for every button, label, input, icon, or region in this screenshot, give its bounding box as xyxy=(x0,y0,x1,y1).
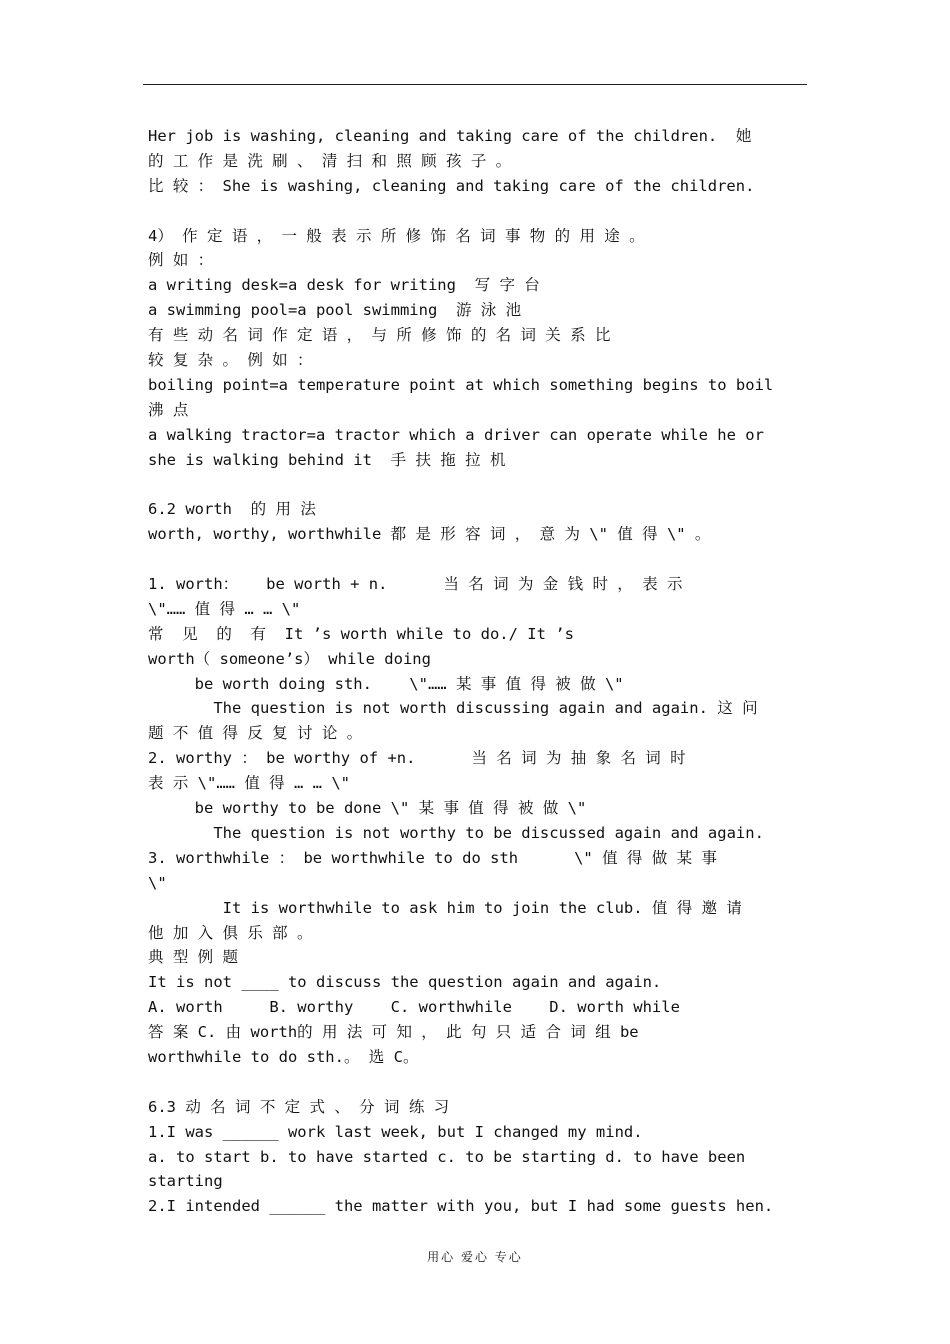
text-line: 3. worthwhile ： be worthwhile to do sth \" 值 得 做 某 事 xyxy=(148,848,717,867)
text-line: Her job is washing, cleaning and taking care of the children. 她 xyxy=(148,127,752,145)
text-line: It is worthwhile to ask him to join the club. 值 得 邀 请 xyxy=(148,898,742,917)
text-line: \"…… 值 得 … … \" xyxy=(148,599,301,618)
blank-line xyxy=(148,1070,818,1095)
text-line: a writing desk=a desk for writing 写 字 台 xyxy=(148,276,540,295)
text-line: 表 示 \"…… 值 得 … … \" xyxy=(148,774,350,793)
text-line: The question is not worthy to be discussed again and again. xyxy=(148,823,764,842)
text-line: A. worth B. worthy C. worthwhile D. worth while xyxy=(148,998,680,1017)
text-line: worth（ someone’s） while doing xyxy=(148,649,431,668)
text-line: 4） 作 定 语 ， 一 般 表 示 所 修 饰 名 词 事 物 的 用 途 。 xyxy=(148,226,645,245)
blank-line xyxy=(148,547,818,572)
header-rule xyxy=(143,84,807,85)
text-line: 答 案 C. 由 worth的 用 法 可 知 ， 此 句 只 适 合 词 组 be xyxy=(148,1023,639,1042)
text-line: 题 不 值 得 反 复 讨 论 。 xyxy=(148,724,363,743)
text-line: 他 加 入 俱 乐 部 。 xyxy=(148,923,313,942)
text-line: 6.2 worth 的 用 法 xyxy=(148,500,316,519)
blank-line xyxy=(148,472,818,497)
text-line: 2. worthy ： be worthy of +n. 当 名 词 为 抽 象 名 词 时 xyxy=(148,749,686,768)
text-line: a. to start b. to have started c. to be starting d. to have been xyxy=(148,1147,746,1166)
text-line: \" xyxy=(148,873,167,892)
text-line: worth, worthy, worthwhile 都 是 形 容 词 ， 意 为 \" 值 得 \" 。 xyxy=(148,525,711,544)
text-line: be worth doing sth. \"…… 某 事 值 得 被 做 \" xyxy=(148,674,624,693)
text-line: be worthy to be done \" 某 事 值 得 被 做 \" xyxy=(148,799,587,818)
text-line: 1. worth： be worth + n. 当 名 词 为 金 钱 时 ， 表 示 xyxy=(148,575,683,594)
text-line: 常 见 的 有 It ’s worth while to do./ It ’s xyxy=(148,624,574,643)
text-line: she is walking behind it 手 扶 拖 拉 机 xyxy=(148,450,506,469)
text-line: 1.I was ______ work last week, but I changed my mind. xyxy=(148,1122,643,1141)
text-line: It is not ____ to discuss the question again and again. xyxy=(148,973,662,992)
text-line: 比 较 ： She is washing, cleaning and taking care of the children. xyxy=(148,176,755,195)
page-footer: 用心 爱心 专心 xyxy=(427,1250,523,1264)
text-line: worthwhile to do sth.。 选 C。 xyxy=(148,1047,419,1066)
text-line: 的 工 作 是 洗 刷 、 清 扫 和 照 顾 孩 子 。 xyxy=(148,151,512,170)
text-line: 例 如 ： xyxy=(148,251,214,270)
text-line: 沸 点 xyxy=(148,400,189,419)
document-body xyxy=(148,124,818,1219)
text-line: The question is not worth discussing again and again. 这 问 xyxy=(148,699,758,718)
text-line: 较 复 杂 。 例 如 ： xyxy=(148,351,313,370)
text-line: 典 型 例 题 xyxy=(148,948,238,967)
text-line: a swimming pool=a pool swimming 游 泳 池 xyxy=(148,301,522,320)
text-line: 2.I intended ______ the matter with you, but I had some guests hen. xyxy=(148,1197,774,1216)
text-line: starting xyxy=(148,1172,223,1191)
blank-line xyxy=(148,199,818,224)
text-line: a walking tractor=a tractor which a driver can operate while he or xyxy=(148,425,764,444)
text-line: boiling point=a temperature point at which something begins to boil xyxy=(148,375,774,394)
text-line: 6.3 动 名 词 不 定 式 、 分 词 练 习 xyxy=(148,1097,450,1116)
text-line: 有 些 动 名 词 作 定 语 ， 与 所 修 饰 的 名 词 关 系 比 xyxy=(148,326,611,345)
